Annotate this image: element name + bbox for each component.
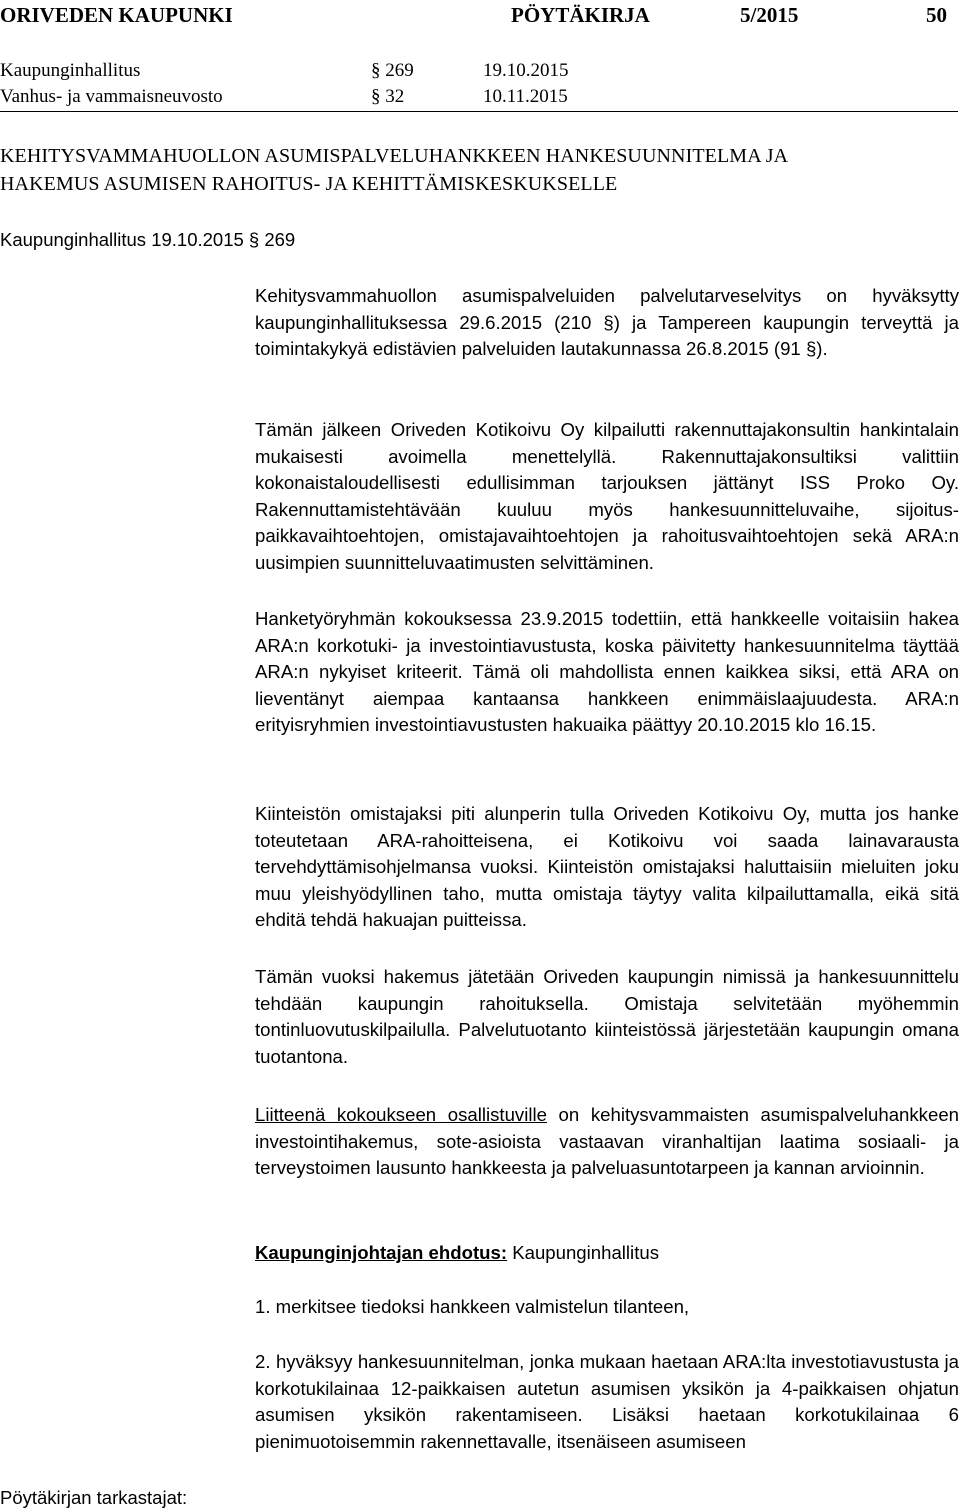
issue-number: 5/2015 [740, 3, 799, 27]
paragraph-ownership [255, 801, 959, 934]
organization-name: ORIVEDEN KAUPUNKI [0, 3, 233, 27]
paragraph-text: Kehitysvammahuollon asumispalveluiden palvelutarveselvitys on hyväksytty kaupunginhallituksessa 29.6.2015 (210 §) ja Tampereen kaupungin terveyttä ja toimintakykyä edistävien palveluiden lautakunnassa 26.8.2015 (91 §). [255, 285, 959, 359]
proposal-body: Kaupunginhallitus [507, 1242, 659, 1263]
paragraph-attachments [255, 1102, 959, 1182]
header-divider [0, 111, 958, 112]
meeting-date: 10.11.2015 [483, 86, 568, 107]
meeting-section: § 269 [371, 60, 414, 81]
agenda-title-line-1: KEHITYSVAMMAHUOLLON ASUMISPALVELUHANKKEEN HANKESUUNNITELMA JA [0, 145, 789, 167]
list-item: 1. merkitsee tiedoksi hankkeen valmistelun tilanteen, [255, 1296, 690, 1317]
proposal-item-2 [255, 1349, 959, 1455]
paragraph-text: Hanketyöryhmän kokouksessa 23.9.2015 todettiin, että hankkeelle voitaisiin hakea ARA:n korkotuki- ja investointiavustusta, koska päivitetty hankesuunnitelma täyttää ARA:n nykyiset kriteerit. Tämä oli mahdollista ennen kaikkea siksi, että ARA on lieventänyt aiempaa kantaansa hankkeen enimmäislaajuudesta. ARA:n erityisryhmien investointiavustusten hakuaika päättyy 20.10.2015 klo 16.15. [255, 608, 959, 735]
paragraph-background [255, 283, 959, 363]
paragraph-text: on kehitysvammaisten asumispalveluhankkeen investointihakemus, sote-asioista vastaavan viranhaltijan laatima sosiaali- ja terveystoimen lausunto hankkeesta ja palveluasuntotarpeen ja kannan arvioinnin. [255, 1104, 959, 1178]
attachments-link[interactable]: Liitteenä kokoukseen osallistuville [255, 1104, 547, 1125]
paragraph-working-group [255, 606, 959, 739]
document-type: PÖYTÄKIRJA [511, 3, 650, 27]
meeting-section: § 32 [371, 86, 405, 107]
reviewers-label: Pöytäkirjan tarkastajat: [0, 1487, 188, 1508]
page-number: 50 [926, 3, 947, 27]
meeting-date: 19.10.2015 [483, 60, 569, 81]
paragraph-text: Tämän vuoksi hakemus jätetään Oriveden kaupungin nimissä ja hankesuunnittelu tehdään kaupungin rahoituksella. Omistaja selvitetään myöhemmin tontinluovutuskilpailulla. Palvelutuotanto kiinteistössä järjestetään kaupungin omana tuotantona. [255, 966, 959, 1067]
proposal-label: Kaupunginjohtajan ehdotus: [255, 1242, 508, 1263]
paragraph-text: Tämän jälkeen Oriveden Kotikoivu Oy kilpailutti rakennuttajakonsultin hankintalain mukaisesti avoimella menettelyllä. Rakennuttajakonsultiksi valittiin kokonaistaloudellisesti edullisimman tarjouksen jättänyt ISS Proko Oy. Rakennuttamistehtävään kuuluu myös hankesuunnitteluvaihe, sijoituspaikkavaihtoehtojen, omistajavaihtoehtojen ja rahoitusvaihtoehtojen sekä ARA:n uusimpien suunnitteluvaatimusten selvittäminen. [255, 419, 959, 573]
proposal-item-1 [255, 1294, 959, 1321]
paragraph-procurement [255, 417, 959, 576]
proposal-heading [255, 1240, 959, 1267]
paragraph-application [255, 964, 959, 1070]
list-item: 2. hyväksyy hankesuunnitelman, jonka mukaan haetaan ARA:lta investotiavustusta ja korkotukilainaa 12-paikkaisen autetun asumisen yksikön ja 4-paikkaisen ohjatun asumisen yksikön rakentamiseen. Lisäksi haetaan korkotukilainaa 6 pienimuotoisemmin rakennettavalle, itsenäiseen asumiseen [255, 1351, 959, 1452]
meeting-body: Vanhus- ja vammaisneuvosto [0, 86, 223, 107]
session-label: Kaupunginhallitus 19.10.2015 § 269 [0, 229, 296, 250]
agenda-title-line-2: HAKEMUS ASUMISEN RAHOITUS- JA KEHITTÄMISKESKUKSELLE [0, 173, 618, 195]
meeting-body: Kaupunginhallitus [0, 60, 141, 81]
paragraph-text: Kiinteistön omistajaksi piti alunperin tulla Oriveden Kotikoivu Oy, mutta jos hanke toteutetaan ARA-rahoitteisena, ei Kotikoivu voi saada lainavarausta tervehdyttämisohjelmansa vuoksi. Kiinteistön omistajaksi haluttaisiin mieluiten joku muu yleishyödyllinen taho, mutta omistaja täytyy valita kilpailuttamalla, eikä sitä ehditä tehdä hakuajan puitteissa. [255, 803, 959, 930]
